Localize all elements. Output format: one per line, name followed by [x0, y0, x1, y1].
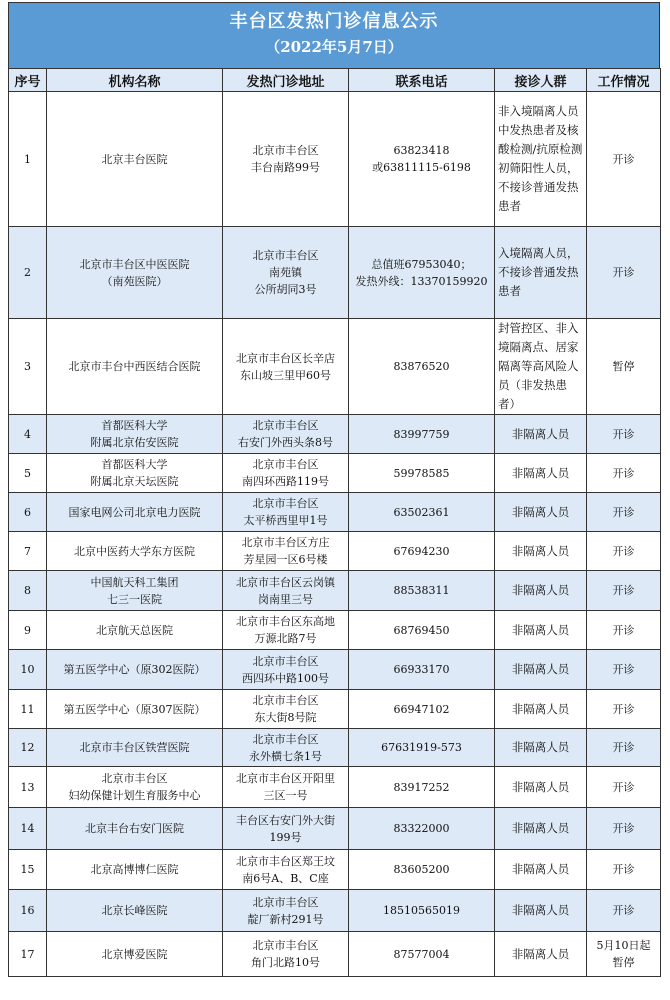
cell-address: 北京市丰台区 太平桥西里甲1号 — [223, 493, 349, 532]
cell-address: 北京市丰台区方庄 芳星园一区6号楼 — [223, 532, 349, 571]
table-row — [9, 650, 661, 690]
table-row — [9, 227, 661, 319]
cell-phone: 63823418 或63811115-6198 — [349, 92, 495, 227]
table-row — [9, 690, 661, 729]
page-title: 丰台区发热门诊信息公示 — [229, 11, 439, 32]
cell-name: 北京市丰台中西医结合医院 — [47, 319, 223, 415]
cell-name: 北京丰台右安门医院 — [47, 808, 223, 850]
cell-phone: 63502361 — [349, 493, 495, 532]
table-row — [9, 454, 661, 493]
cell-status: 开诊 — [587, 493, 661, 532]
table-row — [9, 571, 661, 611]
cell-name: 北京博爱医院 — [47, 932, 223, 977]
cell-address: 北京市丰台区东高地 万源北路7号 — [223, 611, 349, 650]
cell-name: 国家电网公司北京电力医院 — [47, 493, 223, 532]
cell-name: 中国航天科工集团 七三一医院 — [47, 571, 223, 611]
cell-no: 11 — [9, 690, 47, 729]
cell-no: 15 — [9, 850, 47, 890]
cell-status: 开诊 — [587, 415, 661, 454]
cell-status: 开诊 — [587, 850, 661, 890]
cell-name: 第五医学中心（原307医院） — [47, 690, 223, 729]
cell-people: 非隔离人员 — [495, 690, 587, 729]
cell-phone: 18510565019 — [349, 890, 495, 932]
cell-status: 开诊 — [587, 454, 661, 493]
cell-people: 非隔离人员 — [495, 532, 587, 571]
cell-address: 丰台区右安门外大街 199号 — [223, 808, 349, 850]
cell-no: 10 — [9, 650, 47, 690]
cell-address: 北京市丰台区 靛厂新村291号 — [223, 890, 349, 932]
cell-name: 首都医科大学 附属北京佑安医院 — [47, 415, 223, 454]
header-name: 机构名称 — [47, 69, 223, 92]
cell-name: 第五医学中心（原302医院） — [47, 650, 223, 690]
cell-address: 北京市丰台区 南四环西路119号 — [223, 454, 349, 493]
table-row — [9, 808, 661, 850]
cell-name: 北京中医药大学东方医院 — [47, 532, 223, 571]
cell-no: 5 — [9, 454, 47, 493]
clinic-table — [8, 68, 661, 977]
cell-address: 北京市丰台区 西四环中路100号 — [223, 650, 349, 690]
cell-phone: 66933170 — [349, 650, 495, 690]
title-banner — [8, 2, 660, 68]
header-status: 工作情况 — [587, 69, 661, 92]
cell-phone: 83917252 — [349, 767, 495, 808]
table-row — [9, 611, 661, 650]
cell-people: 非隔离人员 — [495, 850, 587, 890]
cell-no: 16 — [9, 890, 47, 932]
cell-status: 开诊 — [587, 690, 661, 729]
cell-name: 北京航天总医院 — [47, 611, 223, 650]
cell-no: 17 — [9, 932, 47, 977]
cell-status: 开诊 — [587, 808, 661, 850]
cell-status: 开诊 — [587, 729, 661, 767]
cell-phone: 87577004 — [349, 932, 495, 977]
cell-no: 12 — [9, 729, 47, 767]
cell-name: 首都医科大学 附属北京天坛医院 — [47, 454, 223, 493]
cell-name: 北京高博博仁医院 — [47, 850, 223, 890]
header-row — [9, 69, 661, 92]
cell-people: 非隔离人员 — [495, 415, 587, 454]
cell-status: 开诊 — [587, 571, 661, 611]
cell-no: 8 — [9, 571, 47, 611]
cell-name: 北京市丰台区铁营医院 — [47, 729, 223, 767]
cell-status: 开诊 — [587, 532, 661, 571]
cell-no: 1 — [9, 92, 47, 227]
table-row — [9, 767, 661, 808]
cell-people: 非隔离人员 — [495, 571, 587, 611]
cell-people: 封管控区、非入境隔离点、居家隔离等高风险人员（非发热患者） — [495, 319, 587, 415]
cell-address: 北京市丰台区郑王坟 南6号A、B、C座 — [223, 850, 349, 890]
cell-people: 非入境隔离人员中发热患者及核酸检测/抗原检测初筛阳性人员，不接诊普通发热患者 — [495, 92, 587, 227]
cell-address: 北京市丰台区 永外横七条1号 — [223, 729, 349, 767]
cell-phone: 总值班67953040； 发热外线：13370159920 — [349, 227, 495, 319]
cell-no: 2 — [9, 227, 47, 319]
header-phone: 联系电话 — [349, 69, 495, 92]
table-row — [9, 890, 661, 932]
cell-people: 非隔离人员 — [495, 454, 587, 493]
cell-name: 北京市丰台区 妇幼保健计划生育服务中心 — [47, 767, 223, 808]
cell-no: 9 — [9, 611, 47, 650]
cell-no: 6 — [9, 493, 47, 532]
cell-address: 北京市丰台区 南苑镇 公所胡同3号 — [223, 227, 349, 319]
cell-status: 开诊 — [587, 650, 661, 690]
table-row — [9, 850, 661, 890]
table-row — [9, 729, 661, 767]
cell-status: 开诊 — [587, 611, 661, 650]
cell-phone: 59978585 — [349, 454, 495, 493]
cell-no: 3 — [9, 319, 47, 415]
cell-name: 北京丰台医院 — [47, 92, 223, 227]
cell-address: 北京市丰台区 角门北路10号 — [223, 932, 349, 977]
cell-phone: 67631919-573 — [349, 729, 495, 767]
cell-name: 北京长峰医院 — [47, 890, 223, 932]
cell-status: 开诊 — [587, 227, 661, 319]
cell-no: 4 — [9, 415, 47, 454]
cell-people: 非隔离人员 — [495, 611, 587, 650]
cell-status: 5月10日起 暂停 — [587, 932, 661, 977]
cell-address: 北京市丰台区云岗镇 岗南里三号 — [223, 571, 349, 611]
cell-no: 14 — [9, 808, 47, 850]
table-row — [9, 493, 661, 532]
table-row — [9, 415, 661, 454]
notice-sheet — [8, 2, 660, 977]
cell-address: 北京市丰台区 东大街8号院 — [223, 690, 349, 729]
cell-status: 开诊 — [587, 92, 661, 227]
table-row — [9, 92, 661, 227]
cell-phone: 68769450 — [349, 611, 495, 650]
cell-status: 暂停 — [587, 319, 661, 415]
cell-people: 非隔离人员 — [495, 890, 587, 932]
cell-address: 北京市丰台区 丰台南路99号 — [223, 92, 349, 227]
cell-name: 北京市丰台区中医医院 （南苑医院） — [47, 227, 223, 319]
cell-people: 非隔离人员 — [495, 767, 587, 808]
table-row — [9, 932, 661, 977]
cell-people: 非隔离人员 — [495, 808, 587, 850]
cell-phone: 88538311 — [349, 571, 495, 611]
cell-phone: 66947102 — [349, 690, 495, 729]
cell-people: 非隔离人员 — [495, 932, 587, 977]
header-address: 发热门诊地址 — [223, 69, 349, 92]
cell-address: 北京市丰台区开阳里 三区一号 — [223, 767, 349, 808]
cell-phone: 67694230 — [349, 532, 495, 571]
cell-people: 非隔离人员 — [495, 650, 587, 690]
cell-status: 开诊 — [587, 890, 661, 932]
cell-no: 7 — [9, 532, 47, 571]
cell-phone: 83997759 — [349, 415, 495, 454]
header-people: 接诊人群 — [495, 69, 587, 92]
cell-address: 北京市丰台区长辛店 东山坡三里甲60号 — [223, 319, 349, 415]
cell-people: 非隔离人员 — [495, 493, 587, 532]
cell-no: 13 — [9, 767, 47, 808]
table-row — [9, 319, 661, 415]
cell-people: 非隔离人员 — [495, 729, 587, 767]
table-row — [9, 532, 661, 571]
cell-people: 入境隔离人员，不接诊普通发热患者 — [495, 227, 587, 319]
cell-phone: 83876520 — [349, 319, 495, 415]
cell-address: 北京市丰台区 右安门外西头条8号 — [223, 415, 349, 454]
cell-phone: 83322000 — [349, 808, 495, 850]
page-subtitle: （2022年5月7日） — [265, 38, 403, 56]
header-no: 序号 — [9, 69, 47, 92]
cell-phone: 83605200 — [349, 850, 495, 890]
cell-status: 开诊 — [587, 767, 661, 808]
